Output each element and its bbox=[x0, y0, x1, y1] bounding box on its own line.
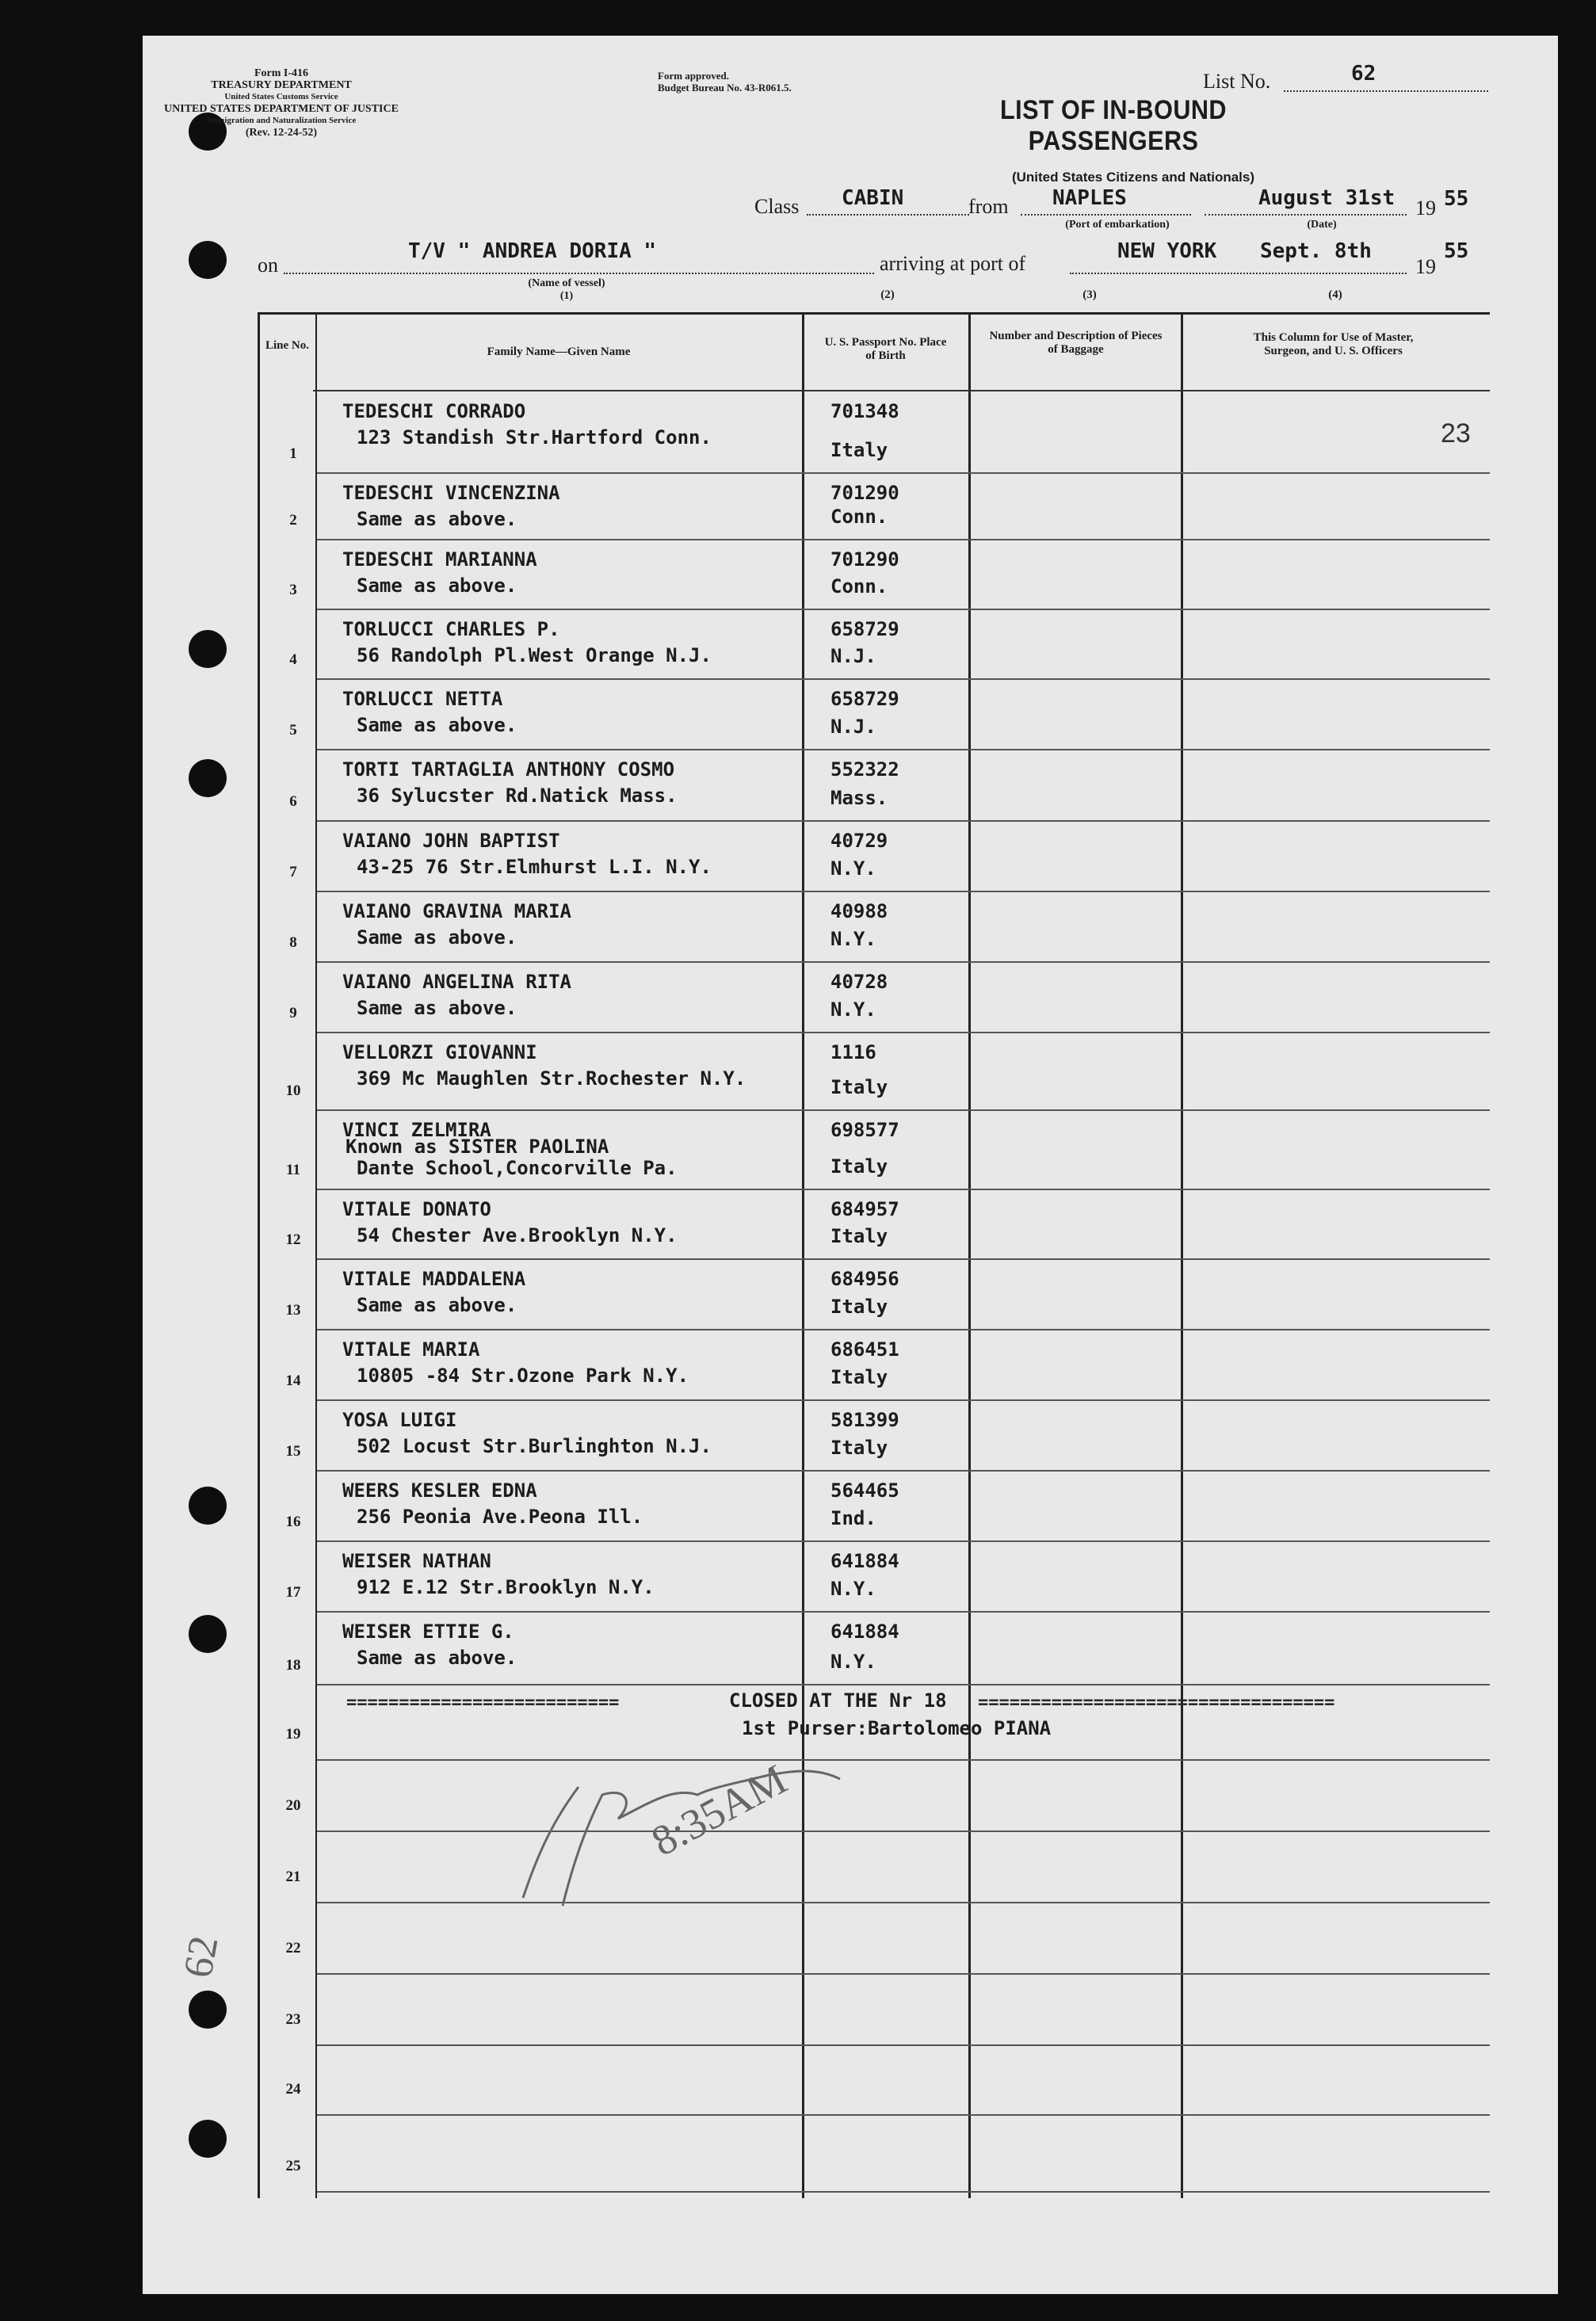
passenger-name: VAIANO GRAVINA MARIA bbox=[342, 900, 571, 922]
approval-line: Budget Bureau No. 43-R061.5. bbox=[658, 82, 792, 94]
passenger-name: TEDESCHI VINCENZINA bbox=[342, 482, 560, 504]
birthplace: N.Y. bbox=[830, 857, 876, 880]
passenger-name: TEDESCHI MARIANNA bbox=[342, 548, 537, 571]
purser-signature-line: 1st Purser:Bartolomeo PIANA bbox=[742, 1717, 1052, 1739]
passport-number: 641884 bbox=[830, 1621, 899, 1643]
line-number: 17 bbox=[285, 1584, 301, 1601]
row-divider bbox=[317, 961, 1490, 963]
passenger-name: VAIANO ANGELINA RITA bbox=[342, 971, 571, 993]
birthplace: N.Y. bbox=[830, 1578, 876, 1600]
passenger-name: VELLORZI GIOVANNI bbox=[342, 1041, 537, 1063]
line-number: 1 bbox=[289, 445, 297, 462]
row-divider bbox=[317, 1759, 1490, 1761]
passport-number: 581399 bbox=[830, 1409, 899, 1431]
passenger-address: 43-25 76 Str.Elmhurst L.I. N.Y. bbox=[357, 856, 712, 878]
vessel-column-number: (1) bbox=[559, 290, 574, 302]
line-number: 15 bbox=[285, 1443, 301, 1460]
birthplace: Italy bbox=[830, 1225, 888, 1247]
passenger-name: VINCI ZELMIRA bbox=[342, 1119, 491, 1141]
column-divider bbox=[1181, 312, 1183, 2198]
passport-number: 40728 bbox=[830, 971, 888, 993]
birthplace: N.J. bbox=[830, 716, 876, 738]
arrival-year: 55 bbox=[1444, 239, 1469, 263]
passport-number: 564465 bbox=[830, 1479, 899, 1502]
birthplace: Italy bbox=[830, 439, 888, 461]
handwritten-margin-note: 62 bbox=[175, 1932, 227, 1982]
birthplace: Ind. bbox=[830, 1507, 876, 1529]
row-divider bbox=[317, 1399, 1490, 1401]
line-number: 3 bbox=[289, 582, 297, 598]
passenger-name: WEISER ETTIE G. bbox=[342, 1621, 514, 1643]
row-divider bbox=[317, 1329, 1490, 1330]
passenger-address: Same as above. bbox=[357, 1647, 517, 1669]
row-divider bbox=[317, 1032, 1490, 1033]
passenger-address: 912 E.12 Str.Brooklyn N.Y. bbox=[357, 1576, 655, 1598]
row-divider bbox=[317, 1830, 1490, 1832]
list-no-underline bbox=[1284, 90, 1488, 92]
passport-number: 40729 bbox=[830, 830, 888, 852]
row-divider bbox=[317, 1258, 1490, 1260]
header-baggage: Number and Description of Pieces of Baggage bbox=[989, 330, 1163, 356]
class-value: CABIN bbox=[842, 186, 904, 210]
row-divider bbox=[317, 2044, 1490, 2046]
passenger-address: Dante School,Concorville Pa. bbox=[357, 1157, 678, 1179]
list-no-value: 62 bbox=[1351, 62, 1376, 86]
row-divider bbox=[317, 820, 1490, 822]
row-divider bbox=[317, 1684, 1490, 1685]
closing-dashes-right: ================================== bbox=[978, 1693, 1335, 1712]
passport-number: 1116 bbox=[830, 1041, 876, 1063]
passenger-address: 123 Standish Str.Hartford Conn. bbox=[357, 426, 712, 449]
row-divider bbox=[317, 678, 1490, 680]
line-number: 8 bbox=[289, 934, 297, 951]
header-baggage-number: (3) bbox=[1082, 288, 1097, 301]
passenger-name: VITALE DONATO bbox=[342, 1198, 491, 1220]
from-underline bbox=[1021, 214, 1191, 216]
line-number: 14 bbox=[285, 1372, 301, 1389]
line-number: 22 bbox=[285, 1940, 301, 1956]
punch-hole bbox=[189, 1487, 227, 1525]
passport-number: 698577 bbox=[830, 1119, 899, 1141]
form-approval bbox=[515, 70, 792, 94]
row-divider bbox=[317, 1973, 1490, 1975]
header-divider bbox=[313, 390, 1490, 391]
class-label: Class bbox=[754, 195, 800, 218]
line-number: 21 bbox=[285, 1869, 301, 1885]
form-line: (Rev. 12-24-52) bbox=[245, 127, 318, 139]
passenger-address: Same as above. bbox=[357, 714, 517, 736]
birthplace: N.Y. bbox=[830, 1651, 876, 1673]
arrival-port: NEW YORK bbox=[1117, 239, 1217, 263]
punch-hole bbox=[189, 1991, 227, 2029]
punch-hole bbox=[189, 630, 227, 668]
passenger-name: VITALE MADDALENA bbox=[342, 1268, 526, 1290]
form-line: Immigration and Naturalization Service bbox=[206, 116, 357, 125]
closing-dashes-left: ========================== bbox=[346, 1693, 620, 1712]
passenger-address: Same as above. bbox=[357, 926, 517, 949]
passenger-name: TORLUCCI CHARLES P. bbox=[342, 618, 560, 640]
line-number: 25 bbox=[285, 2158, 301, 2174]
passport-number: 641884 bbox=[830, 1550, 899, 1572]
page-title: LIST OF IN-BOUND PASSENGERS bbox=[999, 95, 1227, 156]
birthplace: N.Y. bbox=[830, 928, 876, 950]
passenger-address: 56 Randolph Pl.West Orange N.J. bbox=[357, 644, 712, 666]
passport-number: 701290 bbox=[830, 548, 899, 571]
class-underline bbox=[807, 214, 969, 216]
passenger-name: WEERS KESLER EDNA bbox=[342, 1479, 537, 1502]
passenger-address: Same as above. bbox=[357, 508, 517, 530]
approval-line: Form approved. bbox=[658, 70, 730, 82]
passport-number: 686451 bbox=[830, 1338, 899, 1361]
passenger-address: Same as above. bbox=[357, 997, 517, 1019]
passport-number: 40988 bbox=[830, 900, 888, 922]
passenger-name: YOSA LUIGI bbox=[342, 1409, 457, 1431]
closing-text: CLOSED AT THE Nr 18 bbox=[729, 1689, 947, 1712]
header-officers-number: (4) bbox=[1328, 288, 1342, 301]
header-line-no: Line No. bbox=[265, 339, 310, 352]
date-underline bbox=[1205, 214, 1407, 216]
line-number: 2 bbox=[289, 512, 297, 529]
header-officers: This Column for Use of Master, Surgeon, and U. S. Officers bbox=[1253, 331, 1414, 357]
line-number: 19 bbox=[285, 1726, 301, 1743]
line-number: 9 bbox=[289, 1005, 297, 1021]
passenger-address: Same as above. bbox=[357, 1294, 517, 1316]
line-number: 11 bbox=[286, 1162, 300, 1178]
officer-note: 23 bbox=[1441, 418, 1471, 449]
punch-hole bbox=[189, 1615, 227, 1653]
row-divider bbox=[317, 2191, 1490, 2193]
passenger-name: TEDESCHI CORRADO bbox=[342, 400, 526, 422]
table-border-left bbox=[258, 312, 260, 2198]
punch-hole bbox=[189, 2120, 227, 2158]
line-number: 5 bbox=[289, 722, 297, 739]
embarkation-caption: (Port of embarkation) bbox=[1065, 219, 1170, 231]
passenger-address: 54 Chester Ave.Brooklyn N.Y. bbox=[357, 1224, 678, 1246]
row-divider bbox=[317, 539, 1490, 540]
vessel-underline bbox=[284, 273, 874, 274]
passenger-address: 502 Locust Str.Burlinghton N.J. bbox=[357, 1435, 712, 1457]
birthplace: Conn. bbox=[830, 575, 888, 597]
page-subtitle: (United States Citizens and Nationals) bbox=[1011, 170, 1255, 185]
passport-number: 684957 bbox=[830, 1198, 899, 1220]
passport-number: 701348 bbox=[830, 400, 899, 422]
vessel-name: T/V " ANDREA DORIA " bbox=[408, 239, 657, 263]
arriving-label: arriving at port of bbox=[880, 252, 1026, 275]
passenger-name: TORLUCCI NETTA bbox=[342, 688, 503, 710]
row-divider bbox=[317, 1611, 1490, 1613]
line-number: 10 bbox=[285, 1082, 301, 1099]
form-line: United States Customs Service bbox=[224, 92, 338, 101]
passenger-name: WEISER NATHAN bbox=[342, 1550, 491, 1572]
form-line: UNITED STATES DEPARTMENT OF JUSTICE bbox=[164, 103, 399, 115]
line-number: 4 bbox=[289, 651, 297, 668]
form-identifier bbox=[107, 67, 456, 139]
line-number: 7 bbox=[289, 864, 297, 880]
passport-number: 701290 bbox=[830, 482, 899, 504]
line-number: 12 bbox=[285, 1231, 301, 1248]
line-number: 18 bbox=[285, 1657, 301, 1674]
birthplace: N.Y. bbox=[830, 998, 876, 1021]
row-divider bbox=[317, 1470, 1490, 1472]
row-divider bbox=[317, 749, 1490, 750]
departure-date: August 31st bbox=[1258, 186, 1396, 210]
year-prefix: 19 bbox=[1415, 255, 1436, 278]
passport-number: 552322 bbox=[830, 758, 899, 781]
line-number: 20 bbox=[285, 1797, 301, 1814]
arrival-underline bbox=[1070, 273, 1407, 274]
passenger-alias: Known as SISTER PAOLINA bbox=[346, 1136, 609, 1158]
embarkation-port: NAPLES bbox=[1052, 186, 1127, 210]
header-passport-number: (2) bbox=[880, 288, 895, 301]
line-number: 16 bbox=[285, 1514, 301, 1530]
departure-year: 55 bbox=[1444, 187, 1469, 211]
row-divider bbox=[317, 891, 1490, 892]
row-divider bbox=[317, 2114, 1490, 2116]
on-label: on bbox=[258, 254, 278, 277]
from-label: from bbox=[968, 195, 1009, 218]
passport-number: 684956 bbox=[830, 1268, 899, 1290]
birthplace: Italy bbox=[830, 1296, 888, 1318]
form-line: Form I-416 bbox=[254, 67, 309, 79]
passport-number: 658729 bbox=[830, 688, 899, 710]
passenger-address: 256 Peonia Ave.Peona Ill. bbox=[357, 1506, 643, 1528]
birthplace: Italy bbox=[830, 1076, 888, 1098]
passenger-address: 369 Mc Maughlen Str.Rochester N.Y. bbox=[357, 1067, 746, 1090]
row-divider bbox=[317, 1540, 1490, 1542]
birthplace: Conn. bbox=[830, 506, 888, 528]
line-number: 6 bbox=[289, 793, 297, 810]
passenger-address: 36 Sylucster Rd.Natick Mass. bbox=[357, 784, 678, 807]
handwritten-time: 8:35AM bbox=[643, 1754, 795, 1865]
punch-hole bbox=[189, 241, 227, 279]
line-number: 23 bbox=[285, 2011, 301, 2028]
row-divider bbox=[317, 1902, 1490, 1903]
line-number: 13 bbox=[285, 1302, 301, 1319]
row-divider bbox=[317, 609, 1490, 610]
passenger-name: VAIANO JOHN BAPTIST bbox=[342, 830, 560, 852]
arrival-date: Sept. 8th bbox=[1260, 239, 1372, 263]
passenger-address: 10805 -84 Str.Ozone Park N.Y. bbox=[357, 1365, 689, 1387]
row-divider bbox=[317, 1109, 1490, 1111]
passport-number: 658729 bbox=[830, 618, 899, 640]
row-divider bbox=[317, 1189, 1490, 1190]
punch-hole bbox=[189, 759, 227, 797]
header-family-name: Family Name—Given Name bbox=[487, 345, 631, 358]
row-divider bbox=[317, 472, 1490, 474]
birthplace: Italy bbox=[830, 1366, 888, 1388]
line-number: 24 bbox=[285, 2081, 301, 2098]
date-caption: (Date) bbox=[1307, 219, 1337, 231]
list-no-label: List No. bbox=[1203, 70, 1271, 93]
passenger-address: Same as above. bbox=[357, 575, 517, 597]
birthplace: Mass. bbox=[830, 787, 888, 809]
header-passport: U. S. Passport No. Place of Birth bbox=[824, 336, 947, 362]
birthplace: Italy bbox=[830, 1155, 888, 1178]
column-divider bbox=[968, 312, 971, 2198]
passenger-name: TORTI TARTAGLIA ANTHONY COSMO bbox=[342, 758, 675, 781]
passenger-name: VITALE MARIA bbox=[342, 1338, 480, 1361]
year-prefix: 19 bbox=[1415, 197, 1436, 220]
form-line: TREASURY DEPARTMENT bbox=[211, 79, 352, 91]
vessel-caption: (Name of vessel) bbox=[528, 277, 605, 289]
birthplace: N.J. bbox=[830, 645, 876, 667]
birthplace: Italy bbox=[830, 1437, 888, 1459]
